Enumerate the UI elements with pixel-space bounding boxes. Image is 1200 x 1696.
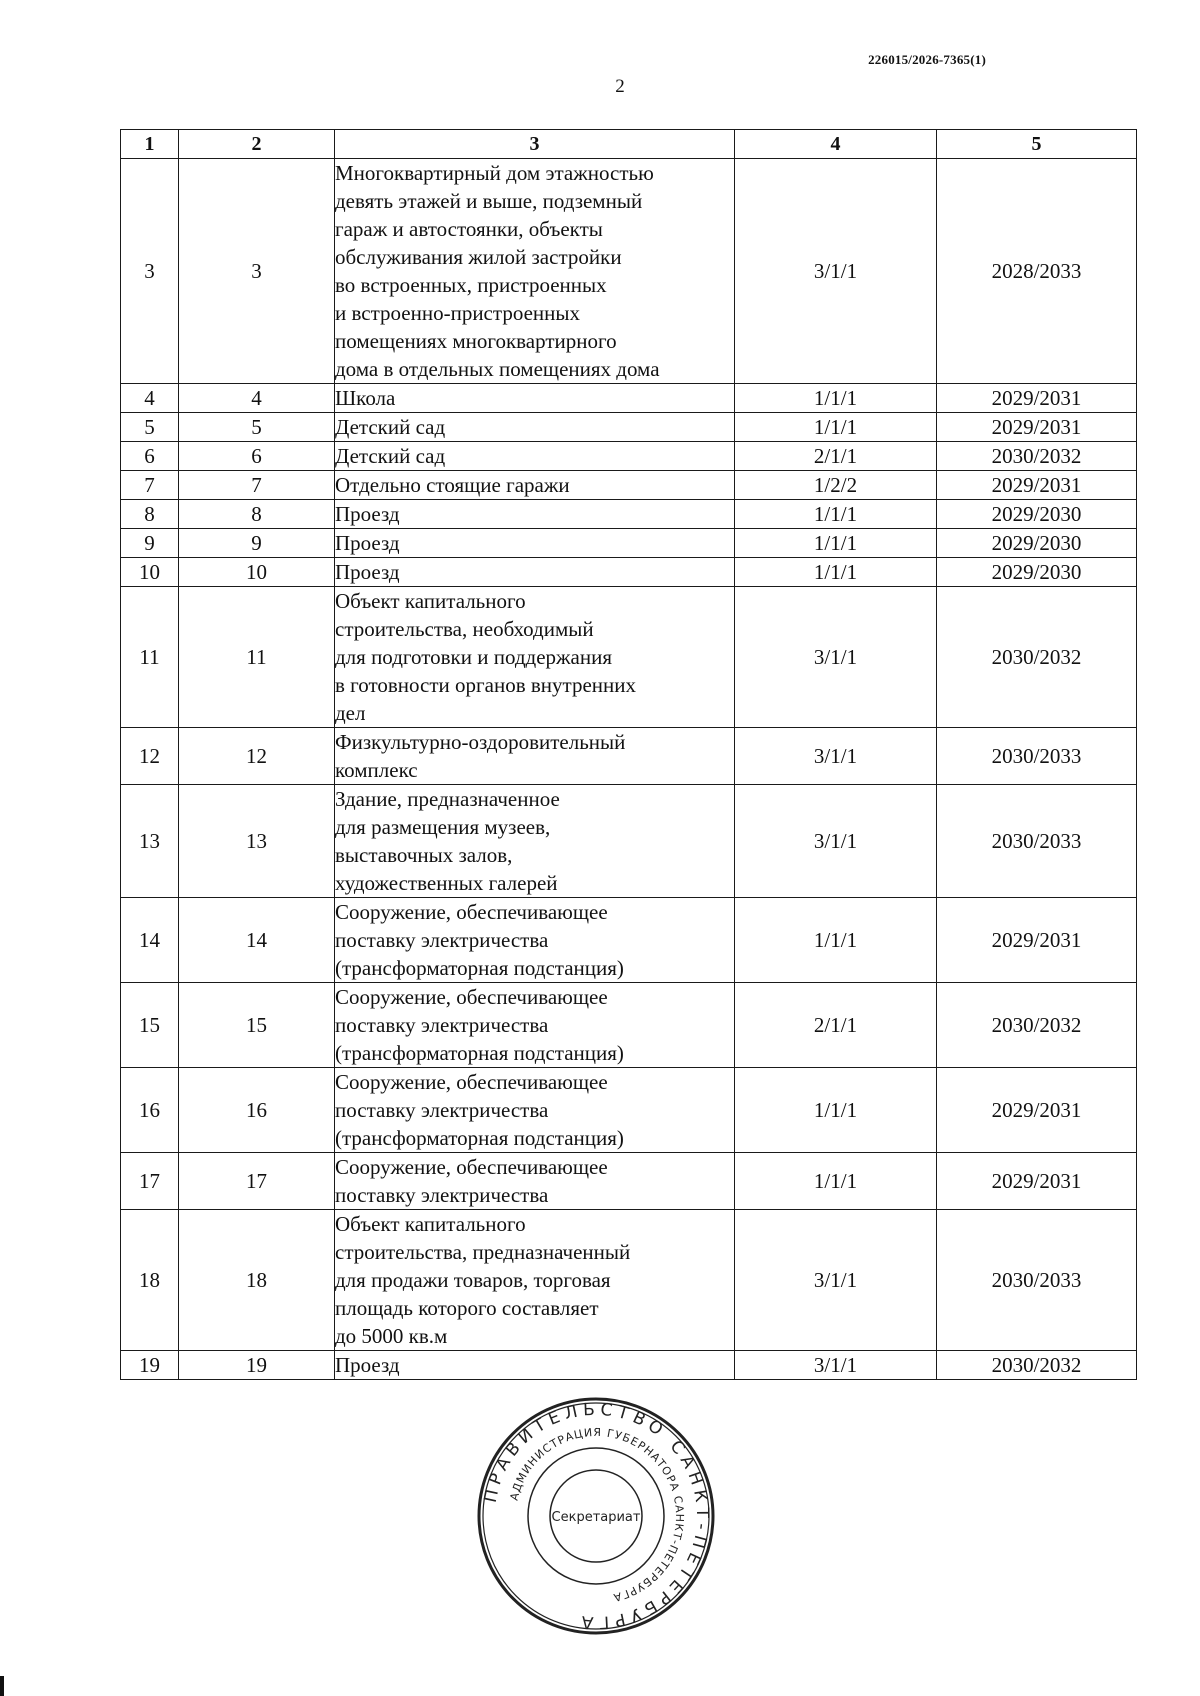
object-description-cell: Сооружение, обеспечивающее поставку электричества (трансформаторная подстанция): [335, 983, 735, 1068]
table-row: [121, 159, 1137, 384]
column-header: 5: [937, 130, 1137, 159]
stage-value-cell: 1/1/1: [735, 898, 937, 983]
object-description-cell: Проезд: [335, 529, 735, 558]
table-row: [121, 983, 1137, 1068]
row-number-cell: 7: [121, 471, 179, 500]
table-row: [121, 558, 1137, 587]
years-cell: 2030/2032: [937, 587, 1137, 728]
stage-value-cell: 1/1/1: [735, 1153, 937, 1210]
table-row: [121, 785, 1137, 898]
table-row: [121, 442, 1137, 471]
row-number-cell: 14: [121, 898, 179, 983]
object-description-cell: Отдельно стоящие гаражи: [335, 471, 735, 500]
table-row: [121, 471, 1137, 500]
plot-number-cell: 19: [179, 1351, 335, 1380]
row-number-cell: 13: [121, 785, 179, 898]
plot-number-cell: 13: [179, 785, 335, 898]
plot-number-cell: 6: [179, 442, 335, 471]
years-cell: 2029/2030: [937, 529, 1137, 558]
stage-value-cell: 1/1/1: [735, 384, 937, 413]
stage-value-cell: 3/1/1: [735, 728, 937, 785]
years-cell: 2029/2031: [937, 898, 1137, 983]
plot-number-cell: 10: [179, 558, 335, 587]
stage-value-cell: 3/1/1: [735, 785, 937, 898]
row-number-cell: 19: [121, 1351, 179, 1380]
table-row: [121, 500, 1137, 529]
registry-table: [120, 129, 1137, 1380]
row-number-cell: 3: [121, 159, 179, 384]
plot-number-cell: 9: [179, 529, 335, 558]
object-description-cell: Сооружение, обеспечивающее поставку электричества (трансформаторная подстанция): [335, 1068, 735, 1153]
row-number-cell: 8: [121, 500, 179, 529]
table-row: [121, 1351, 1137, 1380]
scan-edge-mark: [0, 1676, 4, 1696]
seal-inner-text: АДМИНИСТРАЦИЯ ГУБЕРНАТОРА САНКТ-ПЕТЕРБУРГА: [507, 1425, 687, 1605]
official-seal: [476, 1396, 716, 1636]
row-number-cell: 11: [121, 587, 179, 728]
plot-number-cell: 7: [179, 471, 335, 500]
row-number-cell: 4: [121, 384, 179, 413]
seal-center-text: Секретариат: [551, 1510, 641, 1525]
table-row: [121, 529, 1137, 558]
object-description-cell: Сооружение, обеспечивающее поставку электричества: [335, 1153, 735, 1210]
row-number-cell: 17: [121, 1153, 179, 1210]
column-header: 4: [735, 130, 937, 159]
plot-number-cell: 16: [179, 1068, 335, 1153]
plot-number-cell: 4: [179, 384, 335, 413]
row-number-cell: 12: [121, 728, 179, 785]
seal-outer-text: ПРАВИТЕЛЬСТВО САНКТ-ПЕТЕРБУРГА: [480, 1399, 713, 1633]
row-number-cell: 9: [121, 529, 179, 558]
stage-value-cell: 1/1/1: [735, 413, 937, 442]
stage-value-cell: 3/1/1: [735, 159, 937, 384]
stage-value-cell: 1/1/1: [735, 529, 937, 558]
stage-value-cell: 3/1/1: [735, 1351, 937, 1380]
plot-number-cell: 11: [179, 587, 335, 728]
plot-number-cell: 14: [179, 898, 335, 983]
row-number-cell: 15: [121, 983, 179, 1068]
object-description-cell: Объект капитального строительства, предназначенный для продажи товаров, торговая площадь которого составляет до 5000 кв.м: [335, 1210, 735, 1351]
object-description-cell: Многоквартирный дом этажностью девять этажей и выше, подземный гараж и автостоянки, объекты обслуживания жилой застройки во встроенных, пристроенных и встроенно-пристроенных помещениях многоквартирного дома в отдельных помещениях дома: [335, 159, 735, 384]
object-description-cell: Проезд: [335, 558, 735, 587]
plot-number-cell: 12: [179, 728, 335, 785]
plot-number-cell: 15: [179, 983, 335, 1068]
years-cell: 2029/2031: [937, 413, 1137, 442]
table-body: [121, 159, 1137, 1380]
years-cell: 2029/2031: [937, 1153, 1137, 1210]
table-header-row: [121, 130, 1137, 159]
years-cell: 2029/2031: [937, 384, 1137, 413]
table-row: [121, 1210, 1137, 1351]
document-registration-code: 226015/2026-7365(1): [868, 52, 986, 67]
page-number: 2: [615, 76, 625, 97]
years-cell: 2030/2032: [937, 983, 1137, 1068]
row-number-cell: 16: [121, 1068, 179, 1153]
stage-value-cell: 2/1/1: [735, 442, 937, 471]
years-cell: 2030/2032: [937, 1351, 1137, 1380]
object-description-cell: Проезд: [335, 1351, 735, 1380]
stage-value-cell: 1/1/1: [735, 500, 937, 529]
stage-value-cell: 2/1/1: [735, 983, 937, 1068]
stage-value-cell: 1/1/1: [735, 1068, 937, 1153]
years-cell: 2030/2032: [937, 442, 1137, 471]
years-cell: 2029/2030: [937, 558, 1137, 587]
object-description-cell: Физкультурно-оздоровительный комплекс: [335, 728, 735, 785]
object-description-cell: Школа: [335, 384, 735, 413]
years-cell: 2030/2033: [937, 785, 1137, 898]
plot-number-cell: 8: [179, 500, 335, 529]
years-cell: 2030/2033: [937, 728, 1137, 785]
years-cell: 2029/2030: [937, 500, 1137, 529]
table-row: [121, 587, 1137, 728]
row-number-cell: 18: [121, 1210, 179, 1351]
object-description-cell: Сооружение, обеспечивающее поставку электричества (трансформаторная подстанция): [335, 898, 735, 983]
table-row: [121, 898, 1137, 983]
years-cell: 2030/2033: [937, 1210, 1137, 1351]
row-number-cell: 5: [121, 413, 179, 442]
stage-value-cell: 1/1/1: [735, 558, 937, 587]
table-row: [121, 413, 1137, 442]
column-header: 2: [179, 130, 335, 159]
object-description-cell: Здание, предназначенное для размещения музеев, выставочных залов, художественных галерей: [335, 785, 735, 898]
table-row: [121, 1068, 1137, 1153]
years-cell: 2029/2031: [937, 471, 1137, 500]
stage-value-cell: 1/2/2: [735, 471, 937, 500]
years-cell: 2028/2033: [937, 159, 1137, 384]
stage-value-cell: 3/1/1: [735, 1210, 937, 1351]
plot-number-cell: 3: [179, 159, 335, 384]
row-number-cell: 10: [121, 558, 179, 587]
object-description-cell: Проезд: [335, 500, 735, 529]
object-description-cell: Детский сад: [335, 413, 735, 442]
row-number-cell: 6: [121, 442, 179, 471]
stage-value-cell: 3/1/1: [735, 587, 937, 728]
object-description-cell: Детский сад: [335, 442, 735, 471]
years-cell: 2029/2031: [937, 1068, 1137, 1153]
table-row: [121, 384, 1137, 413]
plot-number-cell: 17: [179, 1153, 335, 1210]
plot-number-cell: 5: [179, 413, 335, 442]
table-row: [121, 728, 1137, 785]
plot-number-cell: 18: [179, 1210, 335, 1351]
object-description-cell: Объект капитального строительства, необходимый для подготовки и поддержания в готовности органов внутренних дел: [335, 587, 735, 728]
column-header: 1: [121, 130, 179, 159]
table-row: [121, 1153, 1137, 1210]
column-header: 3: [335, 130, 735, 159]
